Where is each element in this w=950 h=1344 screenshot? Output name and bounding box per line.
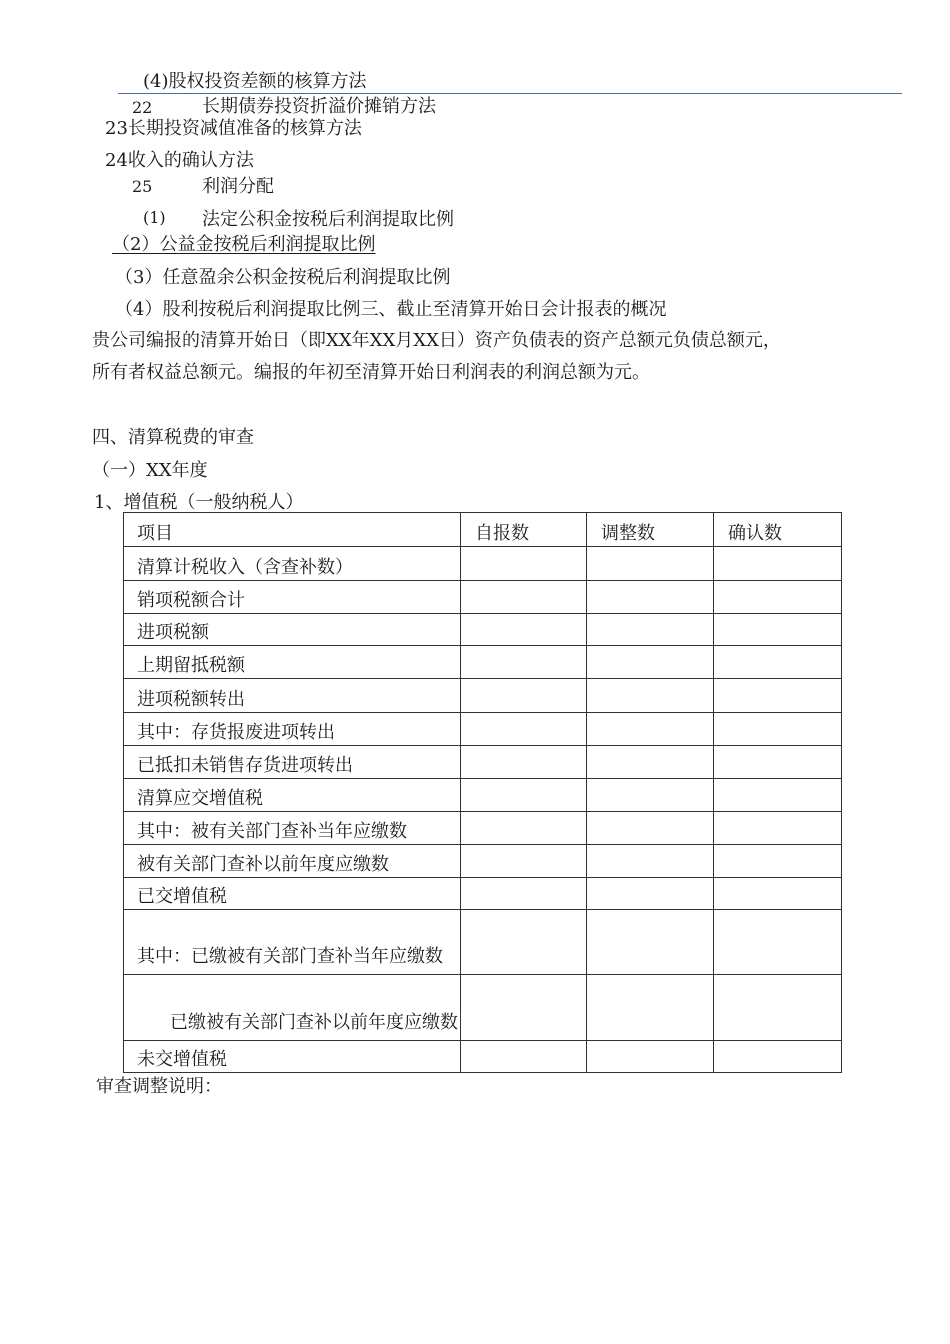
cell-adjust bbox=[587, 614, 714, 646]
cell-self bbox=[461, 746, 587, 779]
row-label: 销项税额合计 bbox=[124, 581, 461, 614]
cell-adjust bbox=[587, 646, 714, 679]
row-label: 已缴被有关部门查补以前年度应缴数 bbox=[124, 975, 461, 1041]
cell-adjust bbox=[587, 779, 714, 812]
cell-adjust bbox=[587, 975, 714, 1041]
line-surplus-reserve: （3）任意盈余公积金按税后利润提取比例 bbox=[115, 267, 451, 288]
cell-confirm bbox=[714, 845, 842, 878]
table-row bbox=[124, 812, 842, 845]
table-row bbox=[124, 614, 842, 646]
cell-adjust bbox=[587, 713, 714, 746]
table-row bbox=[124, 679, 842, 713]
cell-self bbox=[461, 910, 587, 975]
review-note-label: 审查调整说明： bbox=[96, 1076, 222, 1097]
table-row bbox=[124, 713, 842, 746]
line-equity-diff: (4)股权投资差额的核算方法 bbox=[143, 71, 367, 92]
table-row bbox=[124, 779, 842, 812]
header-self-reported: 自报数 bbox=[461, 513, 587, 547]
cell-self bbox=[461, 713, 587, 746]
cell-confirm bbox=[714, 581, 842, 614]
cell-confirm bbox=[714, 679, 842, 713]
table-row bbox=[124, 845, 842, 878]
cell-adjust bbox=[587, 812, 714, 845]
cell-self bbox=[461, 779, 587, 812]
table-row bbox=[124, 975, 842, 1041]
row-label: 未交增值税 bbox=[124, 1041, 461, 1073]
row-label: 其中：已缴被有关部门查补当年应缴数 bbox=[124, 910, 461, 975]
cell-adjust bbox=[587, 878, 714, 910]
cell-adjust bbox=[587, 845, 714, 878]
vat-table bbox=[123, 512, 842, 1073]
cell-confirm bbox=[714, 713, 842, 746]
row-label: 上期留抵税额 bbox=[124, 646, 461, 679]
table-row bbox=[124, 910, 842, 975]
header-confirmed: 确认数 bbox=[714, 513, 842, 547]
cell-confirm bbox=[714, 878, 842, 910]
table-row bbox=[124, 581, 842, 614]
row-label: 进项税额转出 bbox=[124, 679, 461, 713]
line-revenue: 24收入的确认方法 bbox=[105, 150, 254, 171]
header-item: 项目 bbox=[124, 513, 461, 547]
row-label: 已抵扣未销售存货进项转出 bbox=[124, 746, 461, 779]
cell-self bbox=[461, 614, 587, 646]
line-statutory-reserve: 法定公积金按税后利润提取比例 bbox=[202, 209, 454, 230]
line-profit-dist: 利润分配 bbox=[202, 176, 274, 197]
row-label: 被有关部门查补以前年度应缴数 bbox=[124, 845, 461, 878]
cell-adjust bbox=[587, 746, 714, 779]
cell-confirm bbox=[714, 975, 842, 1041]
cell-self bbox=[461, 547, 587, 581]
cell-self bbox=[461, 845, 587, 878]
row-label: 进项税额 bbox=[124, 614, 461, 646]
cell-self bbox=[461, 1041, 587, 1073]
cell-self bbox=[461, 878, 587, 910]
line-bond-amort: 长期债券投资折溢价摊销方法 bbox=[202, 96, 436, 117]
cell-self bbox=[461, 679, 587, 713]
cell-self bbox=[461, 646, 587, 679]
cell-confirm bbox=[714, 547, 842, 581]
cell-self bbox=[461, 581, 587, 614]
cell-confirm bbox=[714, 910, 842, 975]
header-adjustment: 调整数 bbox=[587, 513, 714, 547]
year-heading: （一）XX年度 bbox=[92, 460, 208, 481]
row-label: 其中：存货报废进项转出 bbox=[124, 713, 461, 746]
table-row bbox=[124, 1041, 842, 1073]
cell-confirm bbox=[714, 614, 842, 646]
cell-confirm bbox=[714, 646, 842, 679]
table-row bbox=[124, 646, 842, 679]
line-balance-sheet: 贵公司编报的清算开始日（即XX年XX月XX日）资产负债表的资产总额元负债总额元， bbox=[92, 330, 781, 351]
cell-self bbox=[461, 812, 587, 845]
line-income-statement: 所有者权益总额元。编报的年初至清算开始日利润表的利润总额为元。 bbox=[92, 362, 650, 383]
row-label: 其中：被有关部门查补当年应缴数 bbox=[124, 812, 461, 845]
row-label: 已交增值税 bbox=[124, 878, 461, 910]
item-number-25: 25 bbox=[132, 177, 153, 196]
cell-adjust bbox=[587, 581, 714, 614]
row-label: 清算应交增值税 bbox=[124, 779, 461, 812]
item-number-1: (1) bbox=[143, 208, 166, 227]
cell-adjust bbox=[587, 1041, 714, 1073]
line-dividend: （4）股利按税后利润提取比例三、截止至清算开始日会计报表的概况 bbox=[115, 299, 667, 320]
vat-title: 1、增值税（一般纳税人） bbox=[94, 492, 304, 513]
table-row bbox=[124, 547, 842, 581]
cell-confirm bbox=[714, 1041, 842, 1073]
table-row bbox=[124, 878, 842, 910]
table-header-row bbox=[124, 513, 842, 547]
section-heading: 四、清算税费的审查 bbox=[92, 427, 254, 448]
cell-self bbox=[461, 975, 587, 1041]
row-label: 清算计税收入（含查补数） bbox=[124, 547, 461, 581]
line-impairment: 23长期投资减值准备的核算方法 bbox=[105, 118, 362, 139]
cell-adjust bbox=[587, 547, 714, 581]
item-number-22: 22 bbox=[132, 98, 153, 117]
cell-adjust bbox=[587, 910, 714, 975]
table-row bbox=[124, 746, 842, 779]
cell-confirm bbox=[714, 812, 842, 845]
cell-adjust bbox=[587, 679, 714, 713]
cell-confirm bbox=[714, 746, 842, 779]
line-public-welfare: （2）公益金按税后利润提取比例 bbox=[112, 234, 376, 255]
cell-confirm bbox=[714, 779, 842, 812]
